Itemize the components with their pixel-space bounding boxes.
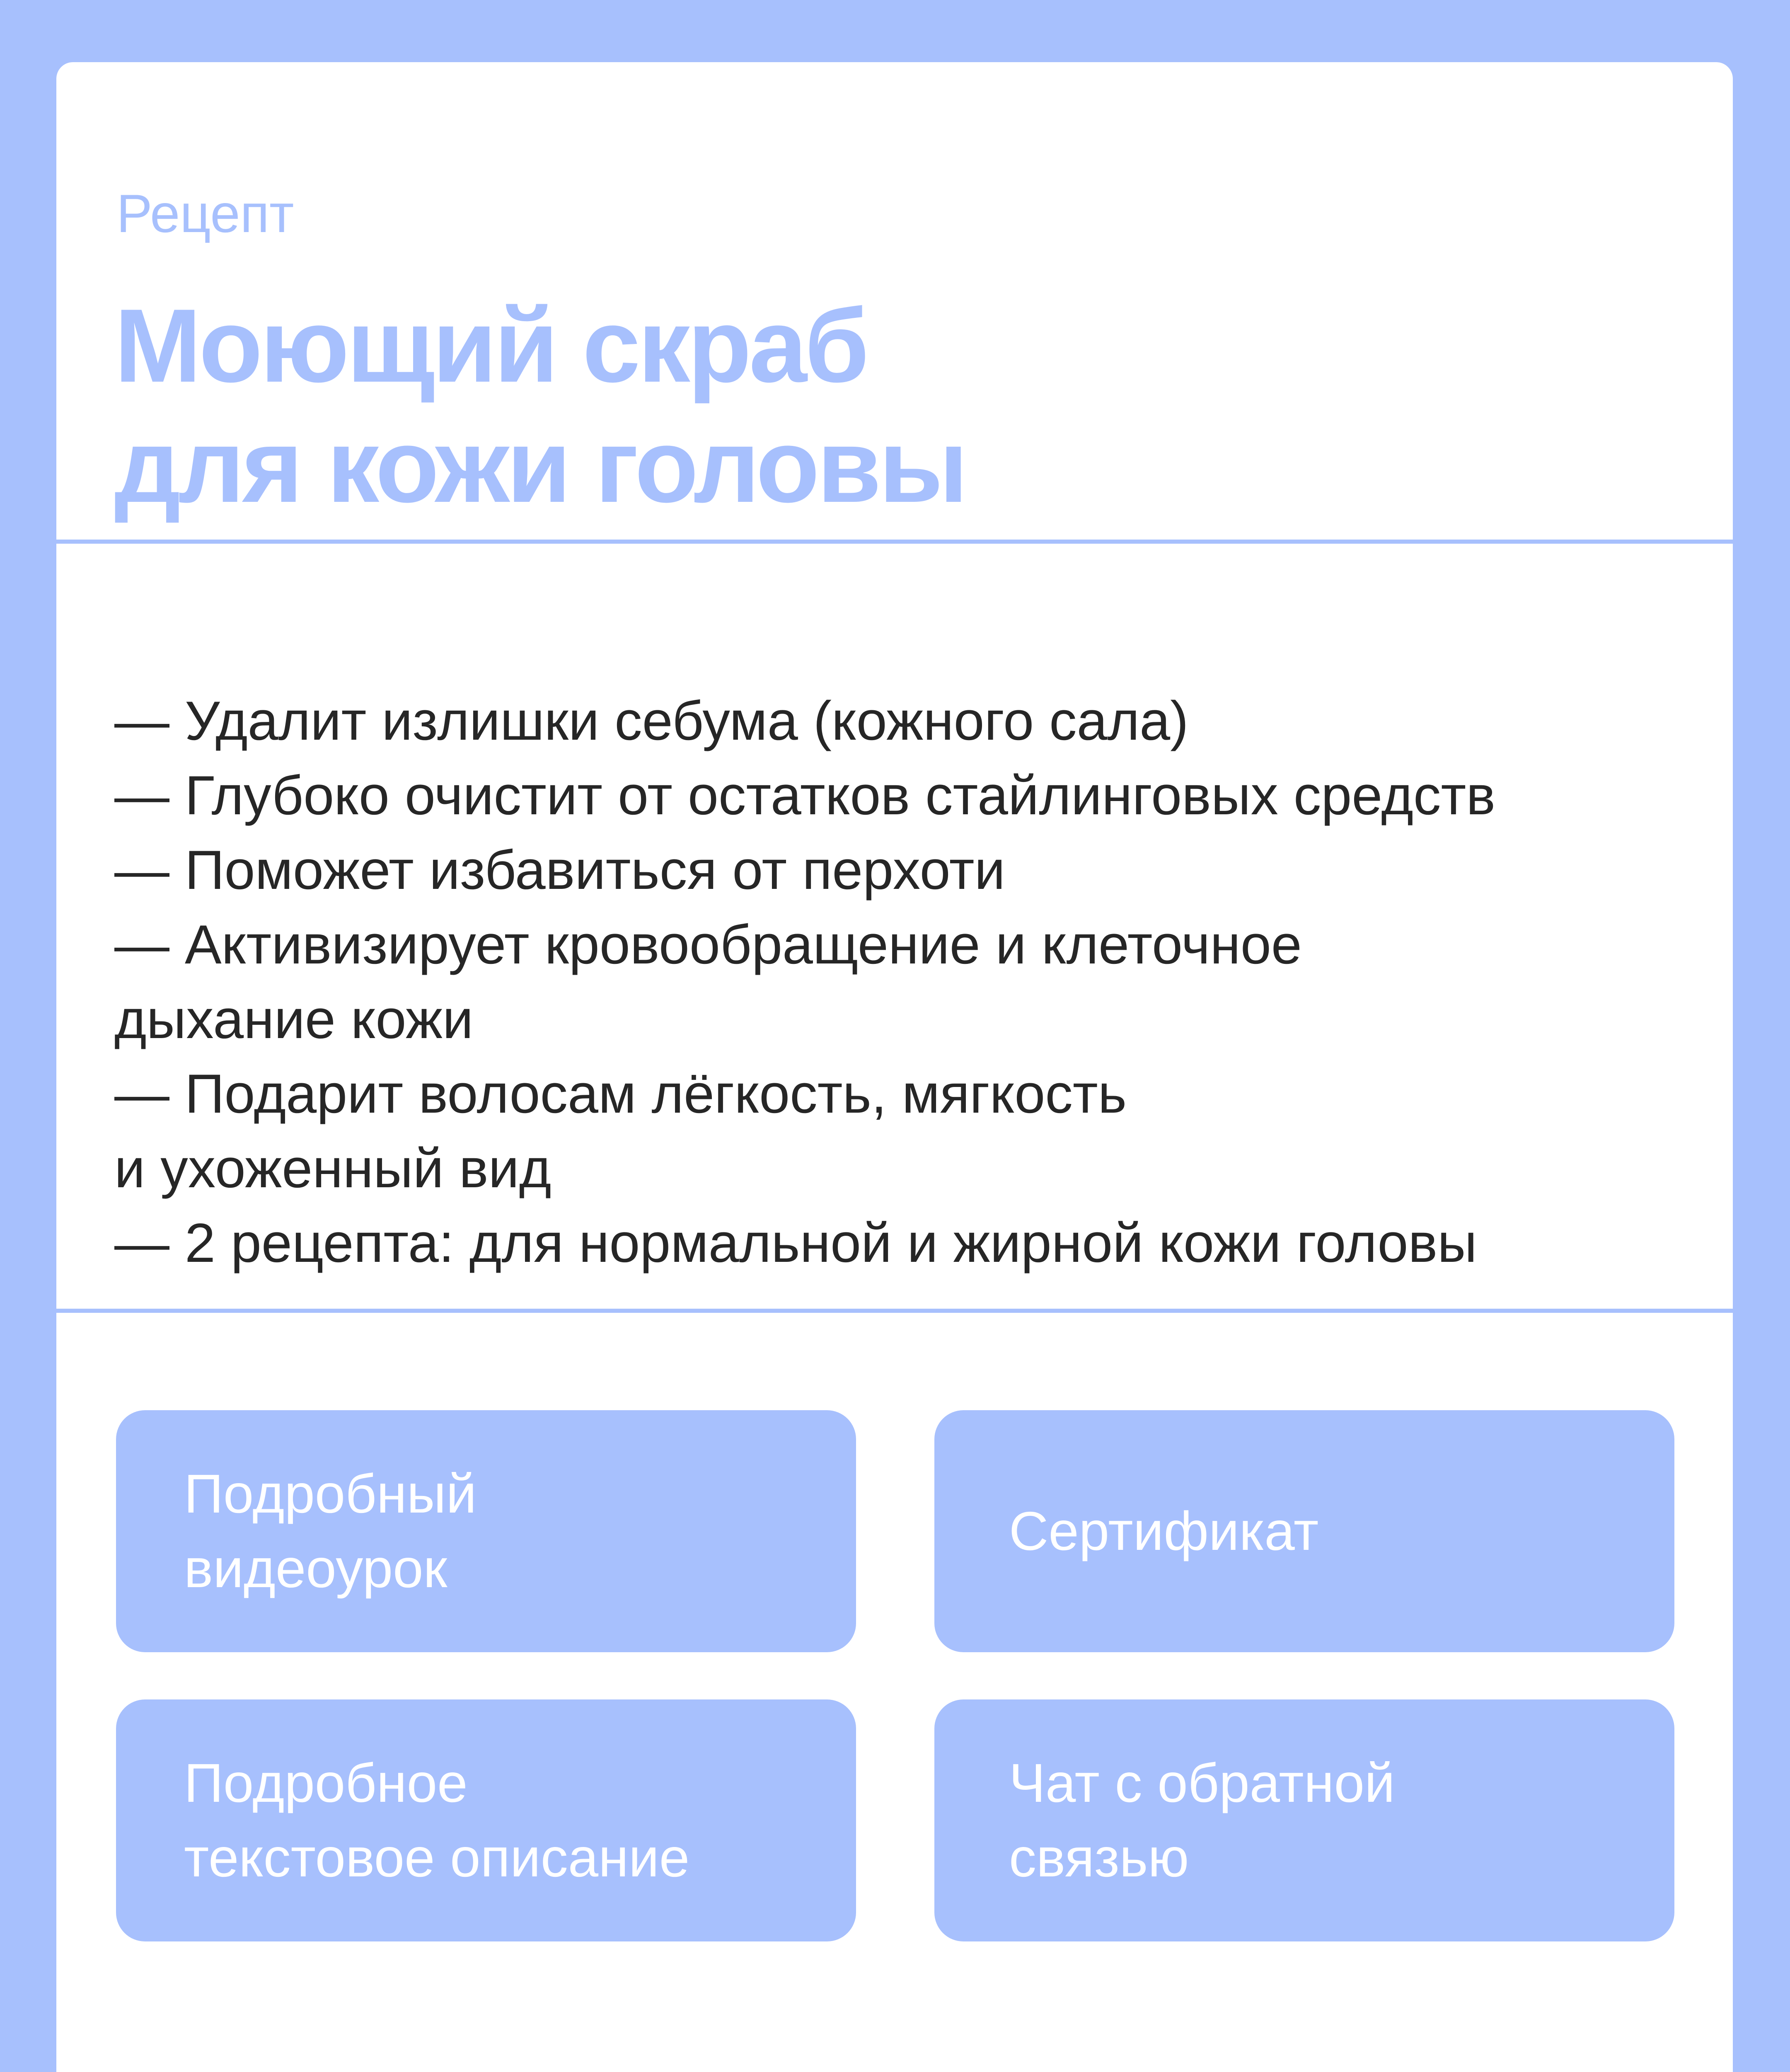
benefit-line: — Глубоко очистит от остатков стайлинговых средств: [114, 765, 1496, 826]
feature-tile-line: Подробный: [184, 1463, 477, 1524]
feature-tile-label: [184, 1746, 689, 1895]
feature-tile-line: текстовое описание: [184, 1827, 690, 1888]
benefit-line: дыхание кожи: [114, 989, 474, 1050]
feature-tile-line: Чат с обратной: [1009, 1752, 1395, 1813]
benefit-line: и ухоженный вид: [114, 1138, 552, 1199]
feature-tile-video-lesson: [116, 1410, 856, 1652]
feature-tile-label: [1009, 1746, 1395, 1895]
benefits-list: [114, 684, 1714, 1280]
benefit-line: — Подарит волосам лёгкость, мягкость: [114, 1063, 1127, 1125]
benefit-line: — Удалит излишки себума (кожного сала): [114, 690, 1189, 752]
section-label: Рецепт: [116, 183, 294, 244]
feature-tile-label: [184, 1457, 477, 1606]
feature-tile-line: Сертификат: [1009, 1501, 1319, 1561]
feature-tile-line: видеоурок: [184, 1538, 448, 1599]
content-card: [56, 62, 1733, 2072]
feature-tile-text-description: [116, 1699, 856, 1941]
feature-tile-feedback-chat: [934, 1699, 1674, 1941]
feature-tile-certificate: [934, 1410, 1674, 1652]
benefit-line: — Поможет избавиться от перхоти: [114, 840, 1005, 901]
feature-tile-line: Подробное: [184, 1752, 468, 1813]
top-divider: [56, 540, 1733, 544]
page-title-line-2: для кожи головы: [114, 408, 966, 524]
feature-tile-line: связью: [1009, 1827, 1189, 1888]
feature-tile-label: [1009, 1494, 1318, 1569]
benefit-line: — 2 рецепта: для нормальной и жирной кожи головы: [114, 1213, 1477, 1274]
benefit-line: — Активизирует кровообращение и клеточное: [114, 914, 1302, 975]
bottom-divider: [56, 1309, 1733, 1313]
page-title-line-1: Моющий скраб: [114, 288, 867, 404]
page-title: [114, 286, 1689, 526]
